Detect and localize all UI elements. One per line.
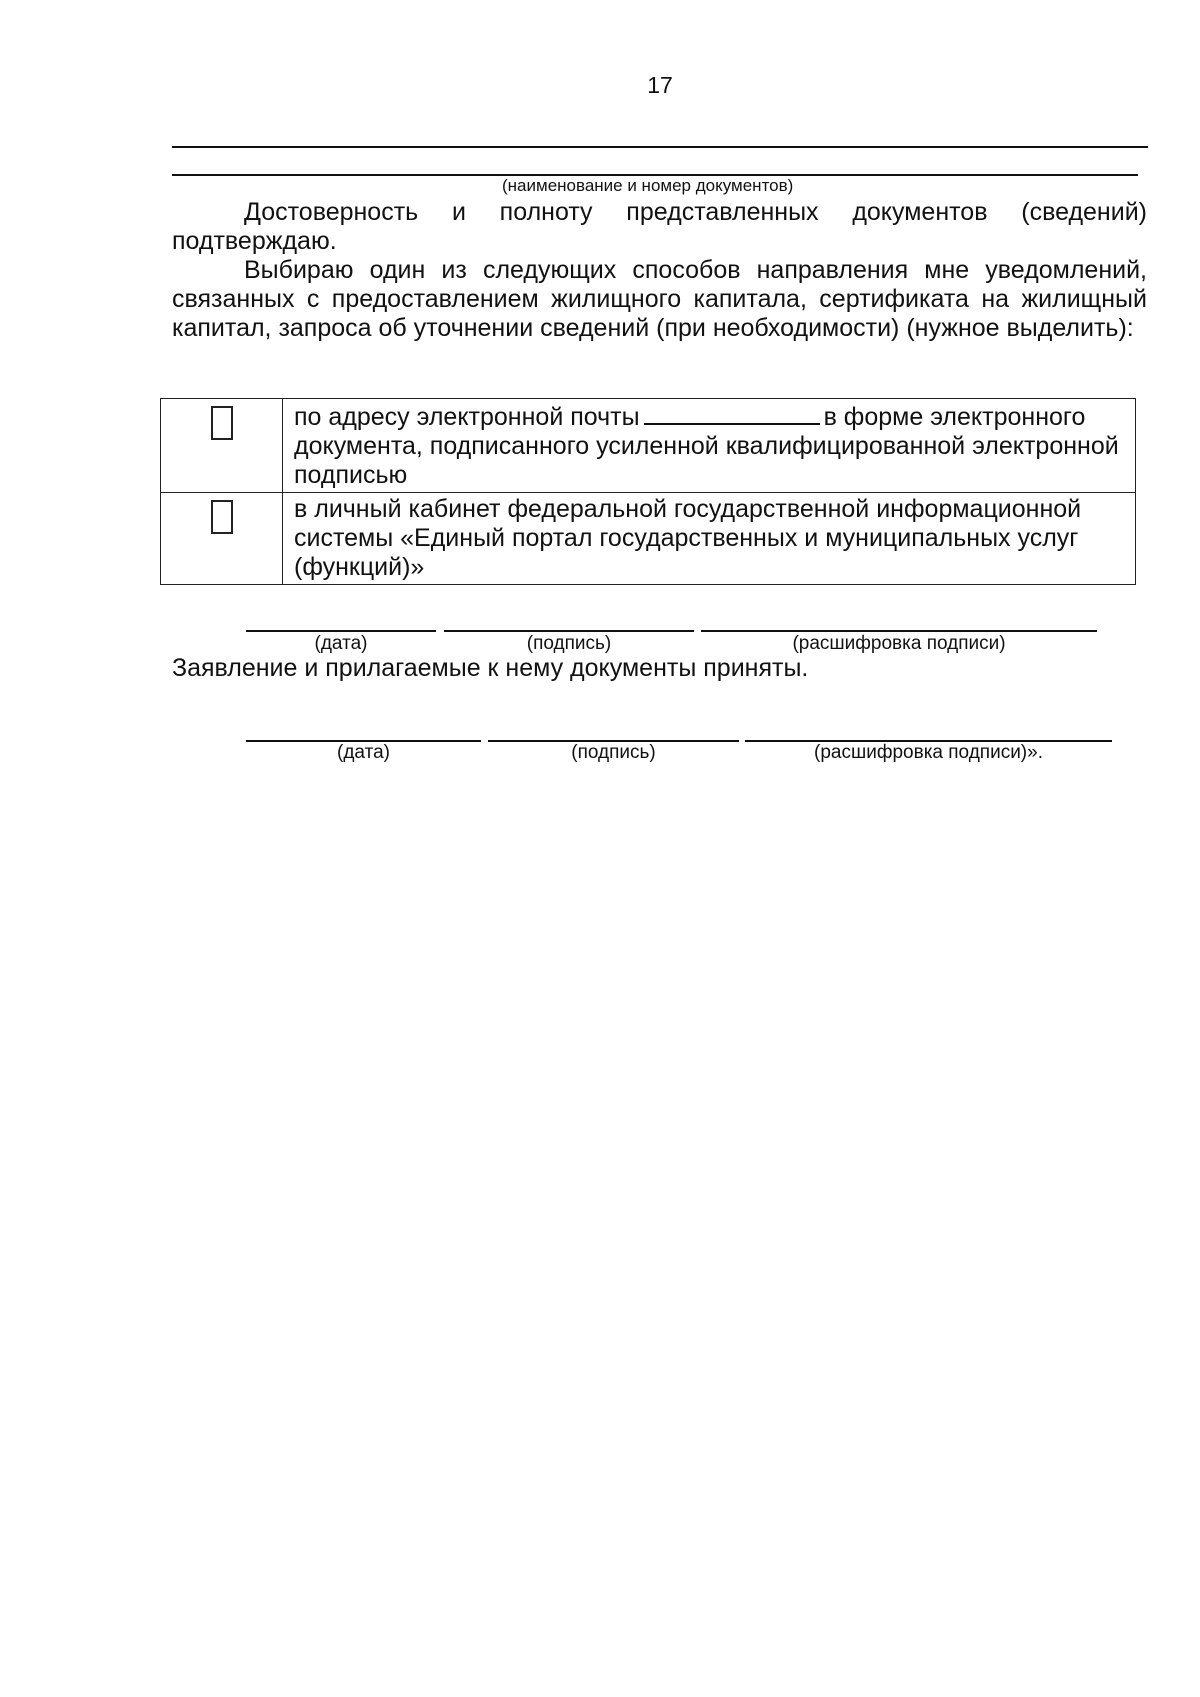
option-email-label-start: по адресу электронной почты [294,403,640,431]
decoding-caption-2: (расшифровка подписи)». [814,742,1043,763]
option-cabinet-checkbox-cell [161,493,283,585]
option-row-email [161,399,1136,493]
signature-caption-1: (подпись) [526,633,612,654]
accepted-statement: Заявление и прилагаемые к нему документы приняты. [172,654,809,682]
email-fill-line [644,401,820,425]
paragraph-confirm: Достоверность и полноту представленных документов (сведений) подтверждаю. [172,198,1147,255]
date-line-1 [246,630,436,632]
notification-options-table [160,398,1136,585]
option-cabinet-text: в личный кабинет федеральной государственной информационной системы «Единый портал государственных и муниципальных услуг (функций)» [283,493,1136,585]
decoding-line-1 [701,630,1097,632]
signature-caption-2: (подпись) [571,742,656,763]
option-email-text [283,399,1136,493]
option-cabinet-checkbox[interactable] [211,500,233,534]
documents-caption: (наименование и номер документов) [502,176,794,195]
date-caption-2: (дата) [337,742,390,763]
option-email-label-end: в форме электронного документа, подписанного усиленной квалифицированной электронной подписью [294,403,1119,489]
option-row-cabinet [161,493,1136,585]
documents-fill-line-1 [172,146,1148,148]
page-number: 17 [647,72,673,98]
option-email-checkbox-cell [161,399,283,493]
option-email-checkbox[interactable] [211,406,233,440]
paragraph-choose-method: Выбираю один из следующих способов направления мне уведомлений, связанных с предоставлением жилищного капитала, сертификата на жилищный капитал, запроса об уточнении сведений (при необходимости) (нужное выделить): [172,256,1147,342]
date-caption-1: (дата) [314,633,368,654]
decoding-caption-1: (расшифровка подписи) [792,633,1006,654]
signature-line-1 [444,630,694,632]
